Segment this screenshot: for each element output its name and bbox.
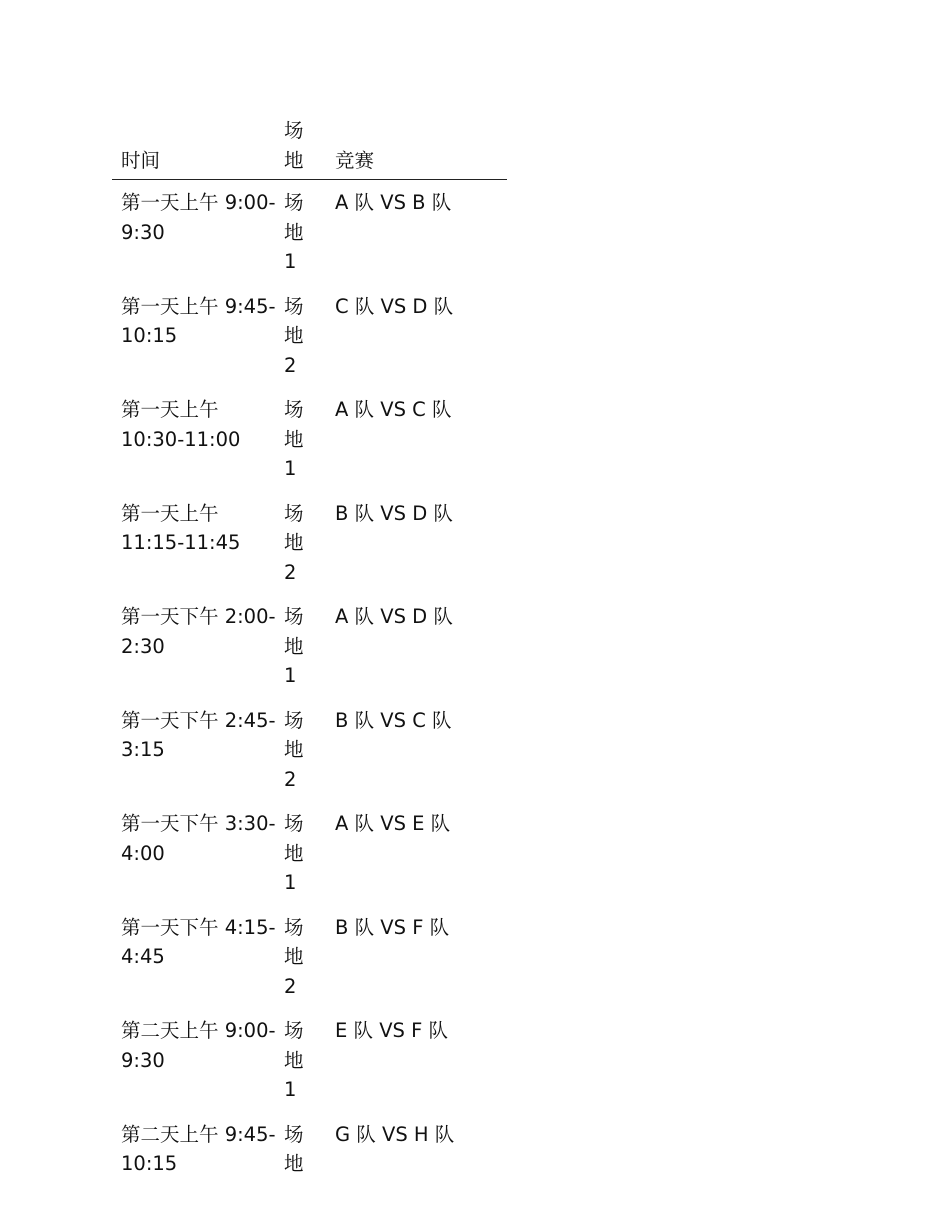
table-row xyxy=(112,905,507,1009)
header-match: 竞赛 xyxy=(335,148,375,172)
table-row xyxy=(112,1008,507,1112)
cell-match: B 队 VS F 队 xyxy=(335,915,450,939)
cell-venue: 场地2 xyxy=(284,501,304,584)
cell-match: A 队 VS E 队 xyxy=(335,812,451,835)
table-row xyxy=(112,491,507,595)
table-row xyxy=(112,387,507,491)
cell-time: 第一天下午 4:15-4:45 xyxy=(121,915,276,968)
cell-time: 第一天上午 9:00-9:30 xyxy=(121,191,276,244)
cell-time: 第一天上午 9:45-10:15 xyxy=(121,294,276,347)
table-row xyxy=(112,284,507,388)
table-body xyxy=(112,180,507,1186)
cell-time: 第一天上午 11:15-11:45 xyxy=(121,501,241,554)
cell-time: 第一天下午 2:45-3:15 xyxy=(121,708,276,761)
cell-venue: 场地1 xyxy=(284,605,304,687)
table-row xyxy=(112,1112,507,1186)
cell-time: 第二天上午 9:00-9:30 xyxy=(121,1019,276,1072)
cell-match: B 队 VS D 队 xyxy=(335,501,453,525)
cell-venue: 场地1 xyxy=(284,1019,304,1101)
schedule-table xyxy=(112,116,507,1186)
cell-match: G 队 VS H 队 xyxy=(335,1122,455,1146)
cell-match: C 队 VS D 队 xyxy=(335,294,454,318)
header-venue: 场地 xyxy=(284,119,304,172)
table-row xyxy=(112,698,507,802)
cell-time: 第一天下午 3:30-4:00 xyxy=(121,812,276,865)
cell-venue: 场地 xyxy=(284,1122,304,1175)
table-row xyxy=(112,594,507,698)
cell-time: 第二天上午 9:45-10:15 xyxy=(121,1122,276,1175)
table-row xyxy=(112,180,507,284)
cell-match: E 队 VS F 队 xyxy=(335,1019,449,1042)
cell-venue: 场地2 xyxy=(284,915,304,998)
table-header xyxy=(112,116,507,180)
cell-venue: 场地2 xyxy=(284,294,304,377)
cell-venue: 场地2 xyxy=(284,708,304,791)
header-time: 时间 xyxy=(121,148,161,172)
cell-time: 第一天上午 10:30-11:00 xyxy=(121,398,241,451)
cell-venue: 场地1 xyxy=(284,812,304,894)
cell-match: B 队 VS C 队 xyxy=(335,708,452,732)
cell-venue: 场地1 xyxy=(284,191,304,273)
cell-match: A 队 VS D 队 xyxy=(335,605,453,628)
table-row xyxy=(112,801,507,905)
cell-match: A 队 VS B 队 xyxy=(335,191,452,214)
cell-match: A 队 VS C 队 xyxy=(335,398,452,421)
cell-venue: 场地1 xyxy=(284,398,304,480)
cell-time: 第一天下午 2:00-2:30 xyxy=(121,605,276,658)
